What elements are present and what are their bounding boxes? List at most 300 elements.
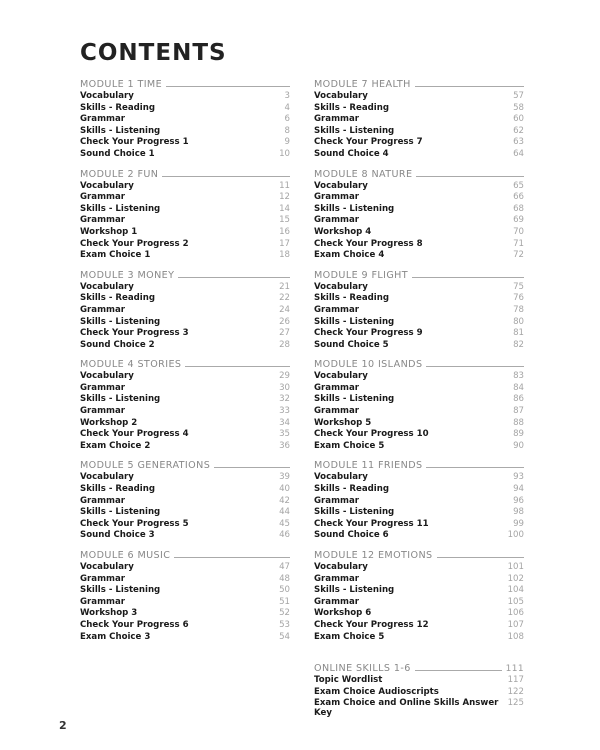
toc-entry-label: Vocabulary bbox=[314, 472, 368, 483]
toc-entry-label: Sound Choice 2 bbox=[80, 339, 155, 350]
toc-entry-label: Vocabulary bbox=[314, 371, 368, 382]
toc-entry-label: Sound Choice 6 bbox=[314, 530, 389, 541]
toc-entry[interactable] bbox=[314, 204, 524, 216]
toc-entry-label: Grammar bbox=[80, 406, 126, 417]
toc-entry-page: 84 bbox=[513, 382, 524, 393]
toc-entry-page: 32 bbox=[279, 394, 290, 405]
toc-entry[interactable] bbox=[314, 675, 524, 687]
toc-entry-label: Grammar bbox=[80, 215, 126, 226]
contents-left-column bbox=[80, 77, 290, 649]
module-heading-text: MODULE 2 FUN bbox=[80, 168, 159, 180]
toc-entry[interactable] bbox=[314, 293, 524, 305]
toc-entry-page: 50 bbox=[279, 585, 290, 596]
toc-entry-label: Grammar bbox=[314, 382, 360, 393]
toc-entry-label: Sound Choice 3 bbox=[80, 530, 155, 541]
toc-entry[interactable] bbox=[80, 293, 290, 305]
toc-entry[interactable] bbox=[314, 698, 524, 719]
toc-entry-page: 34 bbox=[279, 417, 290, 428]
toc-entry[interactable] bbox=[80, 597, 290, 609]
toc-entry-label: Exam Choice 5 bbox=[314, 440, 385, 451]
toc-entry[interactable] bbox=[314, 103, 524, 115]
toc-entry-page: 98 bbox=[513, 507, 524, 518]
toc-entry-label: Skills - Reading bbox=[80, 102, 156, 113]
module-heading bbox=[314, 268, 524, 281]
toc-entry[interactable] bbox=[80, 239, 290, 251]
module-heading-text: MODULE 5 GENERATIONS bbox=[80, 460, 211, 472]
toc-entry-label: Vocabulary bbox=[80, 472, 134, 483]
toc-entry-page: 80 bbox=[513, 316, 524, 327]
toc-entry-page: 16 bbox=[279, 226, 290, 237]
toc-entry-label: Workshop 3 bbox=[80, 608, 138, 619]
toc-entry-page: 108 bbox=[507, 631, 524, 642]
toc-entry-page: 89 bbox=[513, 429, 524, 440]
toc-entry-page: 70 bbox=[513, 226, 524, 237]
toc-entry[interactable] bbox=[314, 91, 524, 103]
toc-entry[interactable] bbox=[314, 484, 524, 496]
toc-entry-page: 106 bbox=[507, 608, 524, 619]
contents-right-column bbox=[314, 77, 524, 719]
toc-entry[interactable] bbox=[80, 632, 290, 644]
toc-entry[interactable] bbox=[80, 305, 290, 317]
toc-entry-page: 12 bbox=[279, 192, 290, 203]
toc-entry-label: Grammar bbox=[314, 114, 360, 125]
toc-entry-label: Check Your Progress 8 bbox=[314, 238, 423, 249]
toc-entry-page: 33 bbox=[279, 406, 290, 417]
toc-entry-page: 14 bbox=[279, 203, 290, 214]
toc-entry-page: 3 bbox=[284, 91, 290, 101]
toc-entry-label: Exam Choice 1 bbox=[80, 250, 151, 261]
toc-entry-label: Grammar bbox=[314, 596, 360, 607]
toc-entry[interactable] bbox=[314, 507, 524, 519]
module-section bbox=[80, 268, 290, 352]
toc-entry-label: Skills - Listening bbox=[314, 203, 395, 214]
toc-entry-page: 18 bbox=[279, 250, 290, 261]
toc-entry-page: 39 bbox=[279, 472, 290, 483]
toc-entry-page: 4 bbox=[284, 102, 290, 113]
module-section bbox=[80, 167, 290, 262]
toc-entry-label: Skills - Listening bbox=[80, 507, 161, 518]
toc-entry-page: 87 bbox=[513, 406, 524, 417]
toc-entry[interactable] bbox=[314, 227, 524, 239]
toc-entry[interactable] bbox=[80, 181, 290, 193]
toc-entry-label: Skills - Listening bbox=[314, 394, 395, 405]
heading-rule bbox=[412, 277, 524, 278]
toc-entry[interactable] bbox=[80, 103, 290, 115]
toc-entry-label: Grammar bbox=[80, 573, 126, 584]
toc-entry-page: 104 bbox=[507, 585, 524, 596]
module-heading-text: ONLINE SKILLS 1-6 bbox=[314, 663, 411, 675]
heading-rule bbox=[178, 277, 290, 278]
heading-rule bbox=[185, 366, 290, 367]
toc-entry-label: Vocabulary bbox=[314, 180, 368, 191]
module-heading-text: MODULE 1 TIME bbox=[80, 79, 163, 90]
toc-entry-label: Grammar bbox=[80, 596, 126, 607]
toc-entry-page: 54 bbox=[279, 631, 290, 642]
toc-entry-label: Skills - Listening bbox=[314, 125, 395, 136]
module-heading bbox=[80, 268, 290, 281]
toc-entry[interactable] bbox=[314, 371, 524, 383]
toc-entry-label: Skills - Reading bbox=[314, 484, 390, 495]
toc-entry[interactable] bbox=[314, 429, 524, 441]
module-heading bbox=[80, 77, 290, 90]
toc-entry[interactable] bbox=[80, 530, 290, 542]
toc-entry-label: Topic Wordlist bbox=[314, 675, 383, 686]
toc-entry-page: 57 bbox=[513, 91, 524, 101]
heading-rule bbox=[166, 86, 290, 87]
module-heading bbox=[80, 357, 290, 370]
toc-entry-label: Check Your Progress 12 bbox=[314, 619, 429, 630]
toc-entry[interactable] bbox=[80, 620, 290, 632]
module-heading-text: MODULE 12 EMOTIONS bbox=[314, 550, 433, 561]
toc-entry-label: Grammar bbox=[314, 406, 360, 417]
toc-entry[interactable] bbox=[80, 91, 290, 103]
toc-entry-page: 83 bbox=[513, 371, 524, 382]
toc-entry[interactable] bbox=[80, 149, 290, 161]
toc-entry[interactable] bbox=[314, 519, 524, 531]
module-section bbox=[314, 458, 524, 542]
toc-entry-label: Skills - Listening bbox=[80, 394, 161, 405]
toc-entry[interactable] bbox=[314, 250, 524, 262]
toc-entry-page: 81 bbox=[513, 328, 524, 339]
toc-entry[interactable] bbox=[80, 519, 290, 531]
module-heading bbox=[80, 548, 290, 561]
heading-rule bbox=[415, 670, 502, 671]
toc-entry-label: Grammar bbox=[314, 495, 360, 506]
toc-entry-page: 96 bbox=[513, 495, 524, 506]
toc-entry-label: Skills - Reading bbox=[314, 293, 390, 304]
toc-entry-label: Grammar bbox=[314, 215, 360, 226]
toc-entry[interactable] bbox=[80, 340, 290, 352]
toc-entry-page: 102 bbox=[507, 573, 524, 584]
module-heading bbox=[314, 167, 524, 180]
toc-entry[interactable] bbox=[314, 585, 524, 597]
heading-rule bbox=[426, 366, 524, 367]
toc-entry[interactable] bbox=[80, 137, 290, 149]
module-heading bbox=[80, 458, 290, 471]
toc-entry[interactable] bbox=[80, 441, 290, 453]
module-section bbox=[80, 77, 290, 161]
toc-entry-label: Vocabulary bbox=[80, 562, 134, 572]
toc-entry-page: 125 bbox=[507, 698, 524, 709]
toc-entry-page: 42 bbox=[279, 495, 290, 506]
toc-entry-label: Grammar bbox=[80, 192, 126, 203]
toc-entry[interactable] bbox=[314, 406, 524, 418]
toc-entry[interactable] bbox=[314, 687, 524, 699]
toc-entry[interactable] bbox=[314, 192, 524, 204]
toc-entry-page: 99 bbox=[513, 518, 524, 529]
module-section bbox=[314, 548, 524, 643]
toc-entry-page: 29 bbox=[279, 371, 290, 382]
toc-entry[interactable] bbox=[314, 632, 524, 644]
toc-entry-page: 68 bbox=[513, 203, 524, 214]
toc-entry[interactable] bbox=[80, 215, 290, 227]
module-section bbox=[314, 167, 524, 262]
toc-entry-page: 28 bbox=[279, 339, 290, 350]
toc-entry[interactable] bbox=[314, 418, 524, 430]
toc-entry-page: 64 bbox=[513, 148, 524, 159]
heading-rule bbox=[426, 467, 524, 468]
toc-entry-label: Exam Choice Audioscripts bbox=[314, 686, 439, 697]
toc-entry-page: 100 bbox=[507, 530, 524, 541]
toc-entry-label: Workshop 1 bbox=[80, 226, 138, 237]
toc-entry-page: 45 bbox=[279, 518, 290, 529]
toc-entry-page: 51 bbox=[279, 596, 290, 607]
toc-entry[interactable] bbox=[314, 441, 524, 453]
toc-entry[interactable] bbox=[314, 562, 524, 574]
toc-entry-page: 9 bbox=[284, 137, 290, 148]
heading-rule bbox=[214, 467, 290, 468]
module-section bbox=[314, 268, 524, 352]
toc-entry-page: 62 bbox=[513, 125, 524, 136]
toc-entry-page: 88 bbox=[513, 417, 524, 428]
toc-entry-label: Grammar bbox=[314, 192, 360, 203]
heading-rule bbox=[437, 557, 524, 558]
toc-entry-page: 52 bbox=[279, 608, 290, 619]
toc-entry-page: 71 bbox=[513, 238, 524, 249]
toc-entry[interactable] bbox=[80, 608, 290, 620]
toc-entry[interactable] bbox=[80, 192, 290, 204]
toc-entry[interactable] bbox=[80, 282, 290, 294]
toc-entry-label: Check Your Progress 2 bbox=[80, 238, 189, 249]
toc-entry-page: 63 bbox=[513, 137, 524, 148]
toc-entry-label: Skills - Listening bbox=[314, 507, 395, 518]
toc-entry-label: Skills - Listening bbox=[80, 125, 161, 136]
toc-entry[interactable] bbox=[80, 484, 290, 496]
toc-entry[interactable] bbox=[314, 181, 524, 193]
module-section bbox=[314, 77, 524, 161]
toc-entry-label: Check Your Progress 11 bbox=[314, 518, 429, 529]
toc-entry-label: Vocabulary bbox=[80, 371, 134, 382]
toc-entry[interactable] bbox=[314, 114, 524, 126]
toc-entry[interactable] bbox=[314, 574, 524, 586]
module-heading bbox=[314, 357, 524, 370]
module-heading bbox=[314, 77, 524, 90]
toc-entry-label: Grammar bbox=[80, 382, 126, 393]
toc-entry[interactable] bbox=[314, 149, 524, 161]
toc-entry-label: Skills - Reading bbox=[80, 484, 156, 495]
toc-entry-label: Check Your Progress 3 bbox=[80, 328, 189, 339]
toc-entry-page: 30 bbox=[279, 382, 290, 393]
module-heading-text: MODULE 3 MONEY bbox=[80, 269, 175, 281]
page-number: 2 bbox=[59, 719, 67, 732]
toc-entry-label: Vocabulary bbox=[80, 180, 134, 191]
toc-entry-label: Exam Choice and Online Skills Answer Key bbox=[314, 698, 499, 719]
toc-entry-label: Grammar bbox=[80, 304, 126, 315]
toc-entry-page: 94 bbox=[513, 484, 524, 495]
toc-entry-page: 26 bbox=[279, 316, 290, 327]
toc-entry-label: Exam Choice 2 bbox=[80, 440, 151, 451]
toc-entry[interactable] bbox=[314, 239, 524, 251]
toc-entry-label: Sound Choice 5 bbox=[314, 339, 389, 350]
toc-entry-page: 11 bbox=[279, 180, 290, 191]
module-heading-text: MODULE 7 HEALTH bbox=[314, 79, 411, 90]
module-heading-page: 111 bbox=[505, 664, 524, 675]
page-title: CONTENTS bbox=[80, 40, 227, 66]
toc-entry-label: Grammar bbox=[314, 304, 360, 315]
toc-entry[interactable] bbox=[80, 317, 290, 329]
toc-entry[interactable] bbox=[80, 507, 290, 519]
toc-entry-page: 78 bbox=[513, 304, 524, 315]
toc-entry[interactable] bbox=[80, 126, 290, 138]
toc-entry-label: Check Your Progress 6 bbox=[80, 619, 189, 630]
toc-entry-page: 69 bbox=[513, 215, 524, 226]
toc-entry-page: 90 bbox=[513, 440, 524, 451]
toc-entry-label: Skills - Listening bbox=[80, 203, 161, 214]
toc-entry-label: Workshop 4 bbox=[314, 226, 372, 237]
toc-entry[interactable] bbox=[80, 114, 290, 126]
toc-entry-label: Workshop 5 bbox=[314, 417, 372, 428]
toc-entry-page: 60 bbox=[513, 114, 524, 125]
toc-entry[interactable] bbox=[314, 472, 524, 484]
toc-entry-page: 15 bbox=[279, 215, 290, 226]
toc-entry-label: Sound Choice 4 bbox=[314, 148, 389, 159]
toc-entry-page: 93 bbox=[513, 472, 524, 483]
toc-entry[interactable] bbox=[80, 250, 290, 262]
toc-entry-page: 65 bbox=[513, 180, 524, 191]
toc-entry-page: 58 bbox=[513, 102, 524, 113]
toc-entry[interactable] bbox=[314, 305, 524, 317]
toc-entry-label: Grammar bbox=[80, 495, 126, 506]
toc-entry-page: 75 bbox=[513, 281, 524, 292]
heading-rule bbox=[416, 176, 524, 177]
toc-entry-page: 24 bbox=[279, 304, 290, 315]
toc-entry-page: 36 bbox=[279, 440, 290, 451]
toc-entry-page: 22 bbox=[279, 293, 290, 304]
toc-entry-page: 44 bbox=[279, 507, 290, 518]
toc-entry[interactable] bbox=[314, 597, 524, 609]
toc-entry[interactable] bbox=[314, 496, 524, 508]
toc-entry[interactable] bbox=[80, 227, 290, 239]
toc-entry-page: 76 bbox=[513, 293, 524, 304]
toc-entry[interactable] bbox=[80, 472, 290, 484]
toc-entry-page: 107 bbox=[507, 619, 524, 630]
toc-entry-label: Grammar bbox=[314, 573, 360, 584]
toc-entry-label: Exam Choice 3 bbox=[80, 631, 151, 642]
heading-rule bbox=[162, 176, 290, 177]
module-heading-text: MODULE 8 NATURE bbox=[314, 168, 413, 180]
module-section bbox=[80, 357, 290, 452]
toc-entry[interactable] bbox=[80, 328, 290, 340]
toc-entry-page: 53 bbox=[279, 619, 290, 630]
toc-entry-page: 40 bbox=[279, 484, 290, 495]
toc-entry-label: Exam Choice 5 bbox=[314, 631, 385, 642]
toc-entry-page: 17 bbox=[279, 238, 290, 249]
toc-entry[interactable] bbox=[314, 137, 524, 149]
toc-entry[interactable] bbox=[314, 126, 524, 138]
toc-entry[interactable] bbox=[314, 282, 524, 294]
toc-entry-label: Check Your Progress 7 bbox=[314, 137, 423, 148]
toc-entry-page: 101 bbox=[507, 562, 524, 572]
heading-rule bbox=[415, 86, 524, 87]
toc-entry-label: Vocabulary bbox=[80, 91, 134, 101]
toc-entry[interactable] bbox=[314, 383, 524, 395]
toc-entry-page: 35 bbox=[279, 429, 290, 440]
toc-entry[interactable] bbox=[80, 406, 290, 418]
toc-entry-page: 6 bbox=[284, 114, 290, 125]
module-heading bbox=[314, 661, 524, 674]
module-section bbox=[314, 357, 524, 452]
toc-entry-page: 46 bbox=[279, 530, 290, 541]
module-heading-text: MODULE 9 FLIGHT bbox=[314, 269, 409, 281]
module-section bbox=[80, 458, 290, 542]
toc-entry[interactable] bbox=[80, 383, 290, 395]
toc-entry-label: Workshop 2 bbox=[80, 417, 138, 428]
toc-entry-label: Check Your Progress 4 bbox=[80, 429, 189, 440]
module-heading-text: MODULE 11 FRIENDS bbox=[314, 460, 423, 472]
toc-entry[interactable] bbox=[314, 394, 524, 406]
toc-entry-label: Exam Choice 4 bbox=[314, 250, 385, 261]
toc-entry[interactable] bbox=[314, 340, 524, 352]
toc-entry-label: Sound Choice 1 bbox=[80, 148, 155, 159]
toc-entry-label: Skills - Reading bbox=[80, 293, 156, 304]
toc-entry[interactable] bbox=[314, 530, 524, 542]
toc-entry-page: 66 bbox=[513, 192, 524, 203]
toc-entry-label: Check Your Progress 1 bbox=[80, 137, 189, 148]
toc-entry-page: 72 bbox=[513, 250, 524, 261]
toc-entry[interactable] bbox=[80, 394, 290, 406]
toc-entry-label: Skills - Listening bbox=[314, 316, 395, 327]
toc-entry-page: 122 bbox=[507, 686, 524, 697]
toc-entry[interactable] bbox=[80, 204, 290, 216]
toc-entry-page: 10 bbox=[279, 148, 290, 159]
module-heading bbox=[314, 458, 524, 471]
toc-entry[interactable] bbox=[314, 608, 524, 620]
toc-entry-label: Check Your Progress 9 bbox=[314, 328, 423, 339]
toc-entry-label: Skills - Listening bbox=[314, 585, 395, 596]
toc-entry-label: Check Your Progress 5 bbox=[80, 518, 189, 529]
toc-entry[interactable] bbox=[314, 620, 524, 632]
toc-entry-label: Skills - Listening bbox=[80, 585, 161, 596]
toc-entry[interactable] bbox=[314, 215, 524, 227]
module-heading-text: MODULE 6 MUSIC bbox=[80, 550, 171, 561]
toc-entry-page: 47 bbox=[279, 562, 290, 572]
module-section bbox=[80, 548, 290, 643]
module-heading bbox=[80, 167, 290, 180]
module-heading-text: MODULE 10 ISLANDS bbox=[314, 359, 423, 371]
toc-entry-page: 86 bbox=[513, 394, 524, 405]
toc-entry-label: Vocabulary bbox=[314, 91, 368, 101]
toc-entry[interactable] bbox=[80, 496, 290, 508]
module-section bbox=[314, 661, 524, 719]
toc-entry-page: 48 bbox=[279, 573, 290, 584]
toc-entry-page: 27 bbox=[279, 328, 290, 339]
toc-entry-label: Vocabulary bbox=[80, 281, 134, 292]
toc-entry[interactable] bbox=[314, 328, 524, 340]
toc-entry-label: Check Your Progress 10 bbox=[314, 429, 429, 440]
toc-entry[interactable] bbox=[80, 574, 290, 586]
toc-entry[interactable] bbox=[80, 585, 290, 597]
toc-entry-page: 105 bbox=[507, 596, 524, 607]
toc-entry-page: 82 bbox=[513, 339, 524, 350]
toc-entry-label: Vocabulary bbox=[314, 281, 368, 292]
toc-entry-label: Workshop 6 bbox=[314, 608, 372, 619]
toc-entry-label: Vocabulary bbox=[314, 562, 368, 572]
toc-entry[interactable] bbox=[80, 429, 290, 441]
toc-entry-page: 117 bbox=[507, 675, 524, 686]
toc-entry[interactable] bbox=[80, 418, 290, 430]
toc-entry[interactable] bbox=[80, 562, 290, 574]
toc-entry-page: 8 bbox=[284, 125, 290, 136]
heading-rule bbox=[174, 557, 290, 558]
toc-entry-label: Skills - Listening bbox=[80, 316, 161, 327]
toc-entry-label: Grammar bbox=[80, 114, 126, 125]
toc-entry-label: Skills - Reading bbox=[314, 102, 390, 113]
toc-entry[interactable] bbox=[80, 371, 290, 383]
module-heading-text: MODULE 4 STORIES bbox=[80, 359, 182, 371]
toc-entry[interactable] bbox=[314, 317, 524, 329]
toc-entry-page: 21 bbox=[279, 281, 290, 292]
module-heading bbox=[314, 548, 524, 561]
